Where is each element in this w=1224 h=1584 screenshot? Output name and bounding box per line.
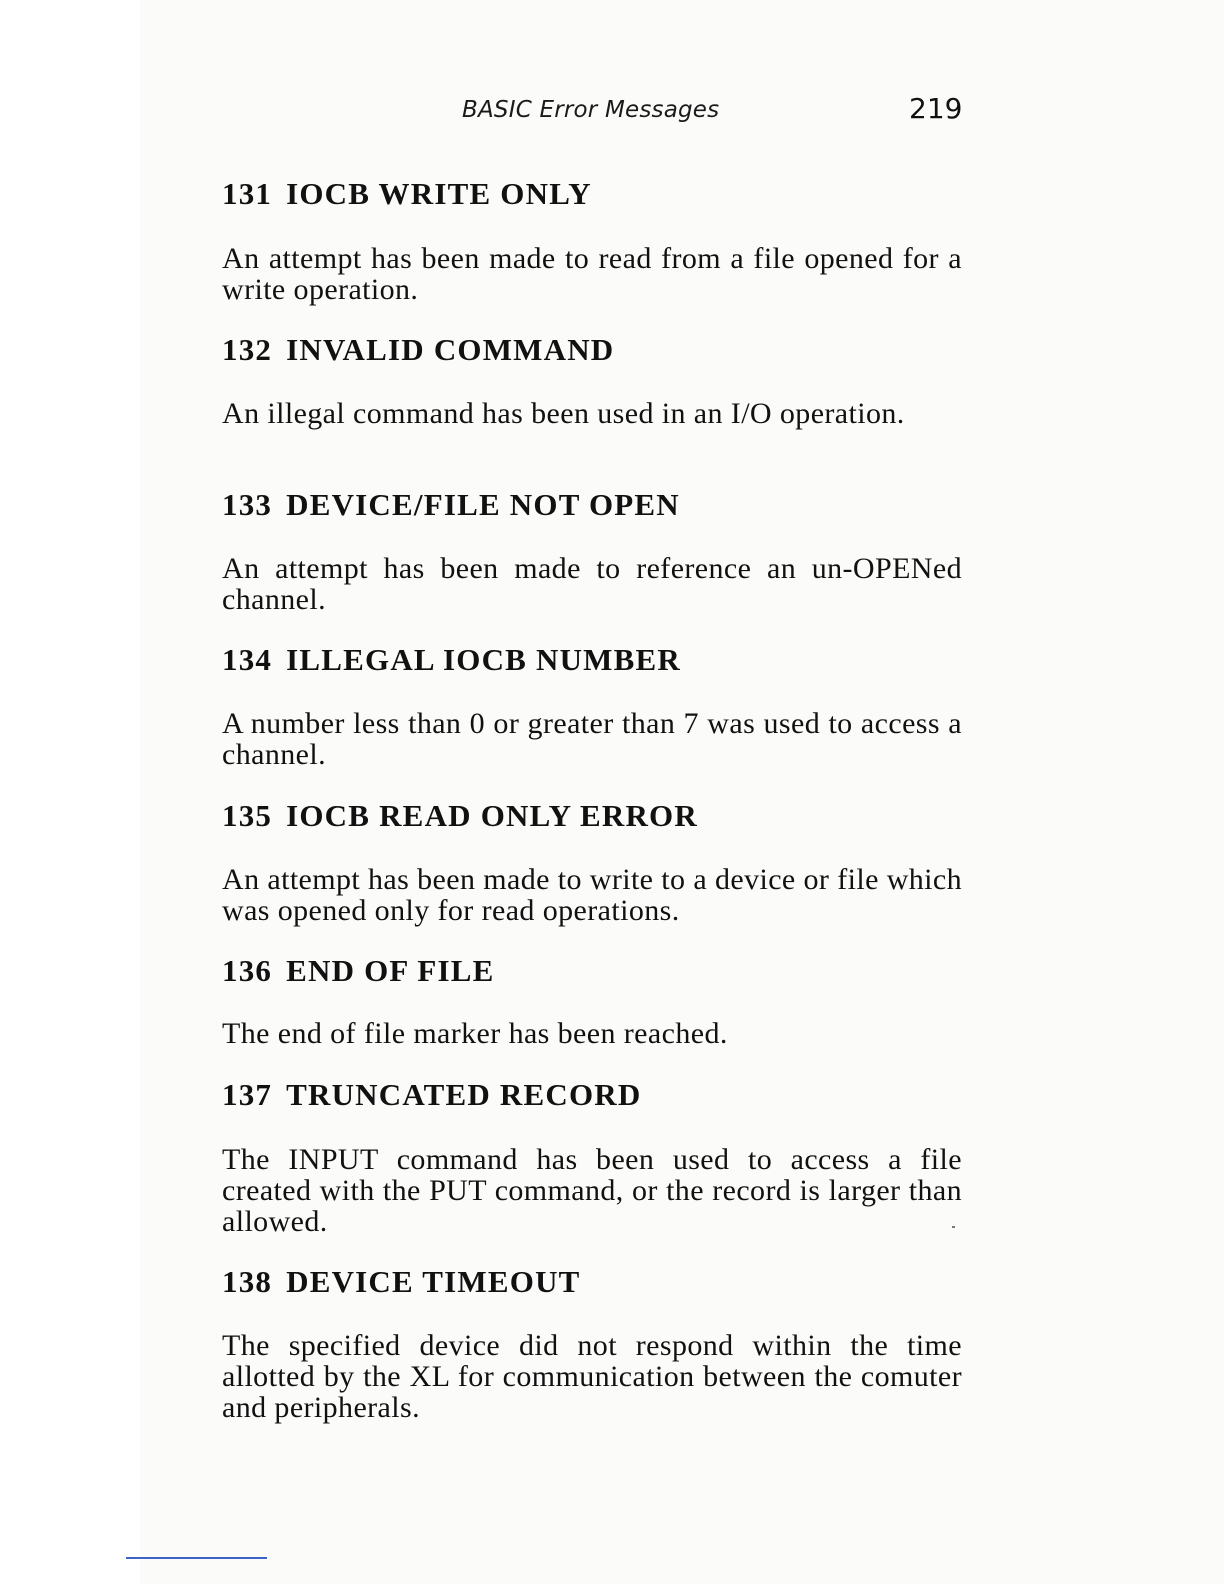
error-name: TRUNCATED RECORD [286, 1077, 642, 1112]
error-code: 133 [222, 487, 273, 522]
error-name: DEVICE TIMEOUT [286, 1264, 581, 1299]
error-code: 138 [222, 1264, 273, 1299]
error-name: INVALID COMMAND [286, 332, 615, 367]
error-code: 134 [222, 642, 273, 677]
error-name: END OF FILE [286, 953, 495, 988]
error-code: 132 [222, 332, 273, 367]
error-code: 131 [222, 176, 273, 211]
error-code: 135 [222, 798, 273, 833]
error-heading-132 [222, 332, 614, 368]
error-heading-134 [222, 642, 681, 678]
error-description-135: An attempt has been made to write to a device or file which was opened only for read operations. [222, 863, 963, 927]
error-description-137: The INPUT command has been used to access a file created with the PUT command, or the record is larger than allowed. [222, 1143, 962, 1238]
error-description-131: An attempt has been made to read from a file opened for a write operation. [222, 242, 962, 306]
error-description-132: An illegal command has been used in an I/O operation. [222, 397, 905, 430]
error-description-138: The specified device did not respond within the time allotted by the XL for communication between the comuter and peripherals. [222, 1329, 962, 1424]
error-heading-131 [222, 176, 592, 212]
error-description-133: An attempt has been made to reference an un-OPENed channel. [222, 552, 962, 616]
footer-rule [126, 1557, 267, 1559]
scan-speck [952, 1226, 955, 1228]
error-name: DEVICE/FILE NOT OPEN [286, 487, 680, 522]
error-description-136: The end of file marker has been reached. [222, 1017, 728, 1050]
error-heading-133 [222, 487, 680, 523]
error-name: ILLEGAL IOCB NUMBER [286, 642, 681, 677]
error-description-134: A number less than 0 or greater than 7 was used to access a channel. [222, 707, 962, 771]
error-code: 136 [222, 953, 273, 988]
error-heading-138 [222, 1264, 581, 1300]
error-heading-135 [222, 798, 698, 834]
running-title: BASIC Error Messages [462, 97, 720, 123]
error-heading-136 [222, 953, 495, 989]
error-code: 137 [222, 1077, 273, 1112]
error-name: IOCB WRITE ONLY [286, 176, 592, 211]
error-name: IOCB READ ONLY ERROR [286, 798, 698, 833]
error-heading-137 [222, 1077, 641, 1113]
page-number: 219 [909, 92, 963, 125]
